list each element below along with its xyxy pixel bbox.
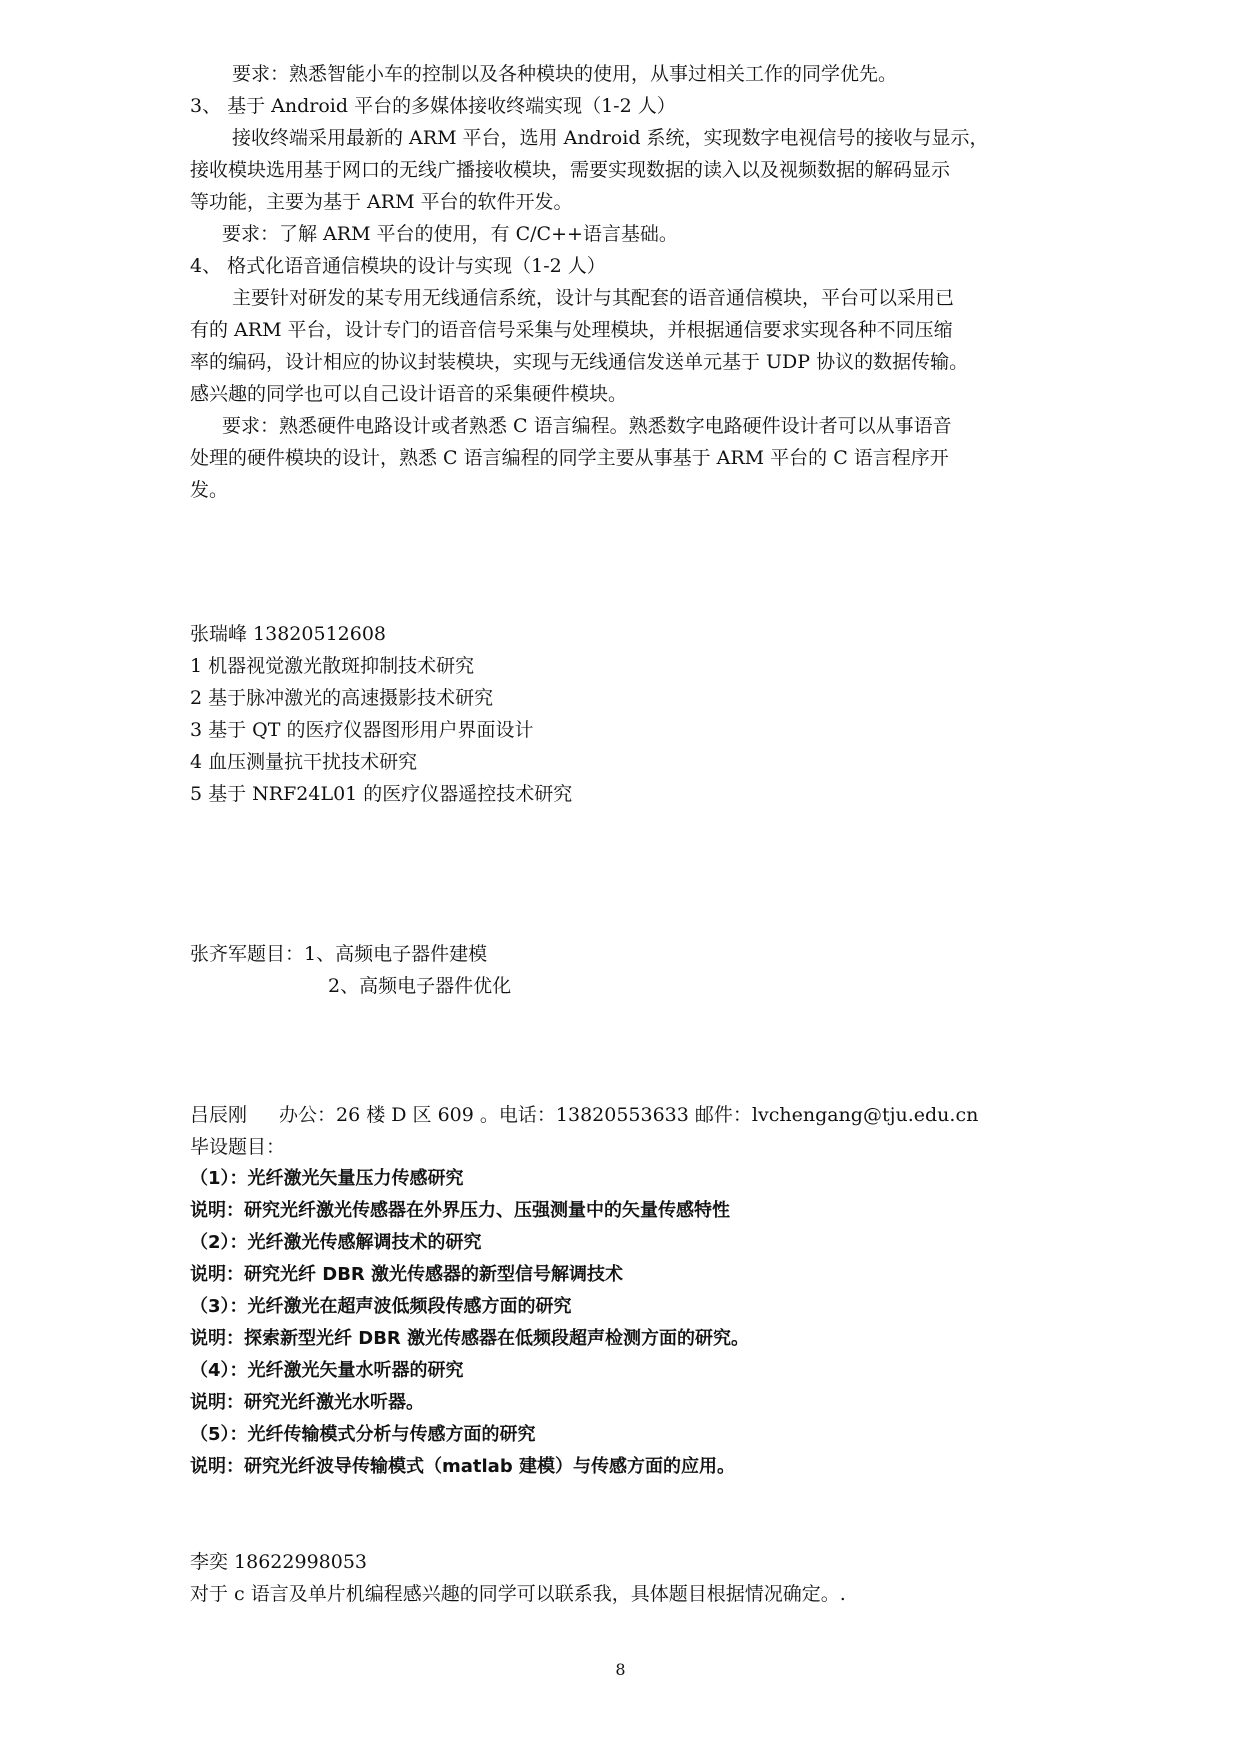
topic-description: 说明：研究光纤激光水听器。 [190,1392,424,1413]
list-item: 3 基于 QT 的医疗仪器图形用户界面设计 [190,719,534,741]
topic-description: 说明：研究光纤波导传输模式（matlab 建模）与传感方面的应用。 [190,1456,735,1477]
topic-title: 3、 基于 Android 平台的多媒体接收终端实现（1-2 人） [190,95,676,117]
list-item: 5 基于 NRF24L01 的医疗仪器遥控技术研究 [190,783,573,805]
paragraph-line: 处理的硬件模块的设计，熟悉 C 语言编程的同学主要从事基于 ARM 平台的 C 语言程序开 [190,447,949,469]
paragraph-line: 对于 c 语言及单片机编程感兴趣的同学可以联系我，具体题目根据情况确定。. [190,1583,846,1605]
topic-description: 说明：研究光纤激光传感器在外界压力、压强测量中的矢量传感特性 [190,1200,730,1221]
requirement-text: 要求：熟悉硬件电路设计或者熟悉 C 语言编程。熟悉数字电路硬件设计者可以从事语音 [222,415,952,437]
advisor-contact: 办公：26 楼 D 区 609 。电话：13820553633 邮件：lvchengang@tju.edu.cn [279,1104,979,1126]
requirement-text: 要求：了解 ARM 平台的使用，有 C/C++语言基础。 [222,223,678,245]
requirement-text: 要求：熟悉智能小车的控制以及各种模块的使用，从事过相关工作的同学优先。 [232,63,898,85]
paragraph-line: 感兴趣的同学也可以自己设计语音的采集硬件模块。 [190,383,628,405]
advisor-contact-line [190,1099,1060,1131]
topic-description: 说明：探索新型光纤 DBR 激光传感器在低频段超声检测方面的研究。 [190,1328,750,1349]
topic-title: （2）：光纤激光传感解调技术的研究 [190,1232,482,1253]
topic-title: （5）：光纤传输模式分析与传感方面的研究 [190,1424,536,1445]
section-label: 毕设题目： [190,1136,286,1158]
topic-title: 4、 格式化语音通信模块的设计与实现（1-2 人） [190,255,606,277]
list-item: 2 基于脉冲激光的高速摄影技术研究 [190,687,494,709]
topic-title: （4）：光纤激光矢量水听器的研究 [190,1360,464,1381]
paragraph-line: 率的编码，设计相应的协议封装模块，实现与无线通信发送单元基于 UDP 协议的数据传输。 [190,351,969,373]
paragraph-line: 主要针对研发的某专用无线通信系统，设计与其配套的语音通信模块，平台可以采用已 [232,287,955,309]
list-item: 2、高频电子器件优化 [328,975,512,997]
advisor-header: 张齐军题目：1、高频电子器件建模 [190,943,488,965]
topic-title: （1）：光纤激光矢量压力传感研究 [190,1168,464,1189]
paragraph-line: 接收终端采用最新的 ARM 平台，选用 Android 系统，实现数字电视信号的接收与显示， [232,127,989,149]
advisor-header: 李奕 18622998053 [190,1551,368,1573]
topic-title: （3）：光纤激光在超声波低频段传感方面的研究 [190,1296,572,1317]
paragraph-line: 发。 [190,479,229,501]
paragraph-line: 有的 ARM 平台，设计专门的语音信号采集与处理模块，并根据通信要求实现各种不同压缩 [190,319,953,341]
topic-description: 说明：研究光纤 DBR 激光传感器的新型信号解调技术 [190,1264,624,1285]
paragraph-line: 接收模块选用基于网口的无线广播接收模块，需要实现数据的读入以及视频数据的解码显示 [190,159,951,181]
page-number: 8 [615,1660,626,1679]
paragraph-line: 等功能，主要为基于 ARM 平台的软件开发。 [190,191,573,213]
list-item: 4 血压测量抗干扰技术研究 [190,751,418,773]
advisor-header: 张瑞峰 13820512608 [190,623,387,645]
list-item: 1 机器视觉激光散斑抑制技术研究 [190,655,475,677]
advisor-name: 吕辰刚 [190,1104,248,1126]
